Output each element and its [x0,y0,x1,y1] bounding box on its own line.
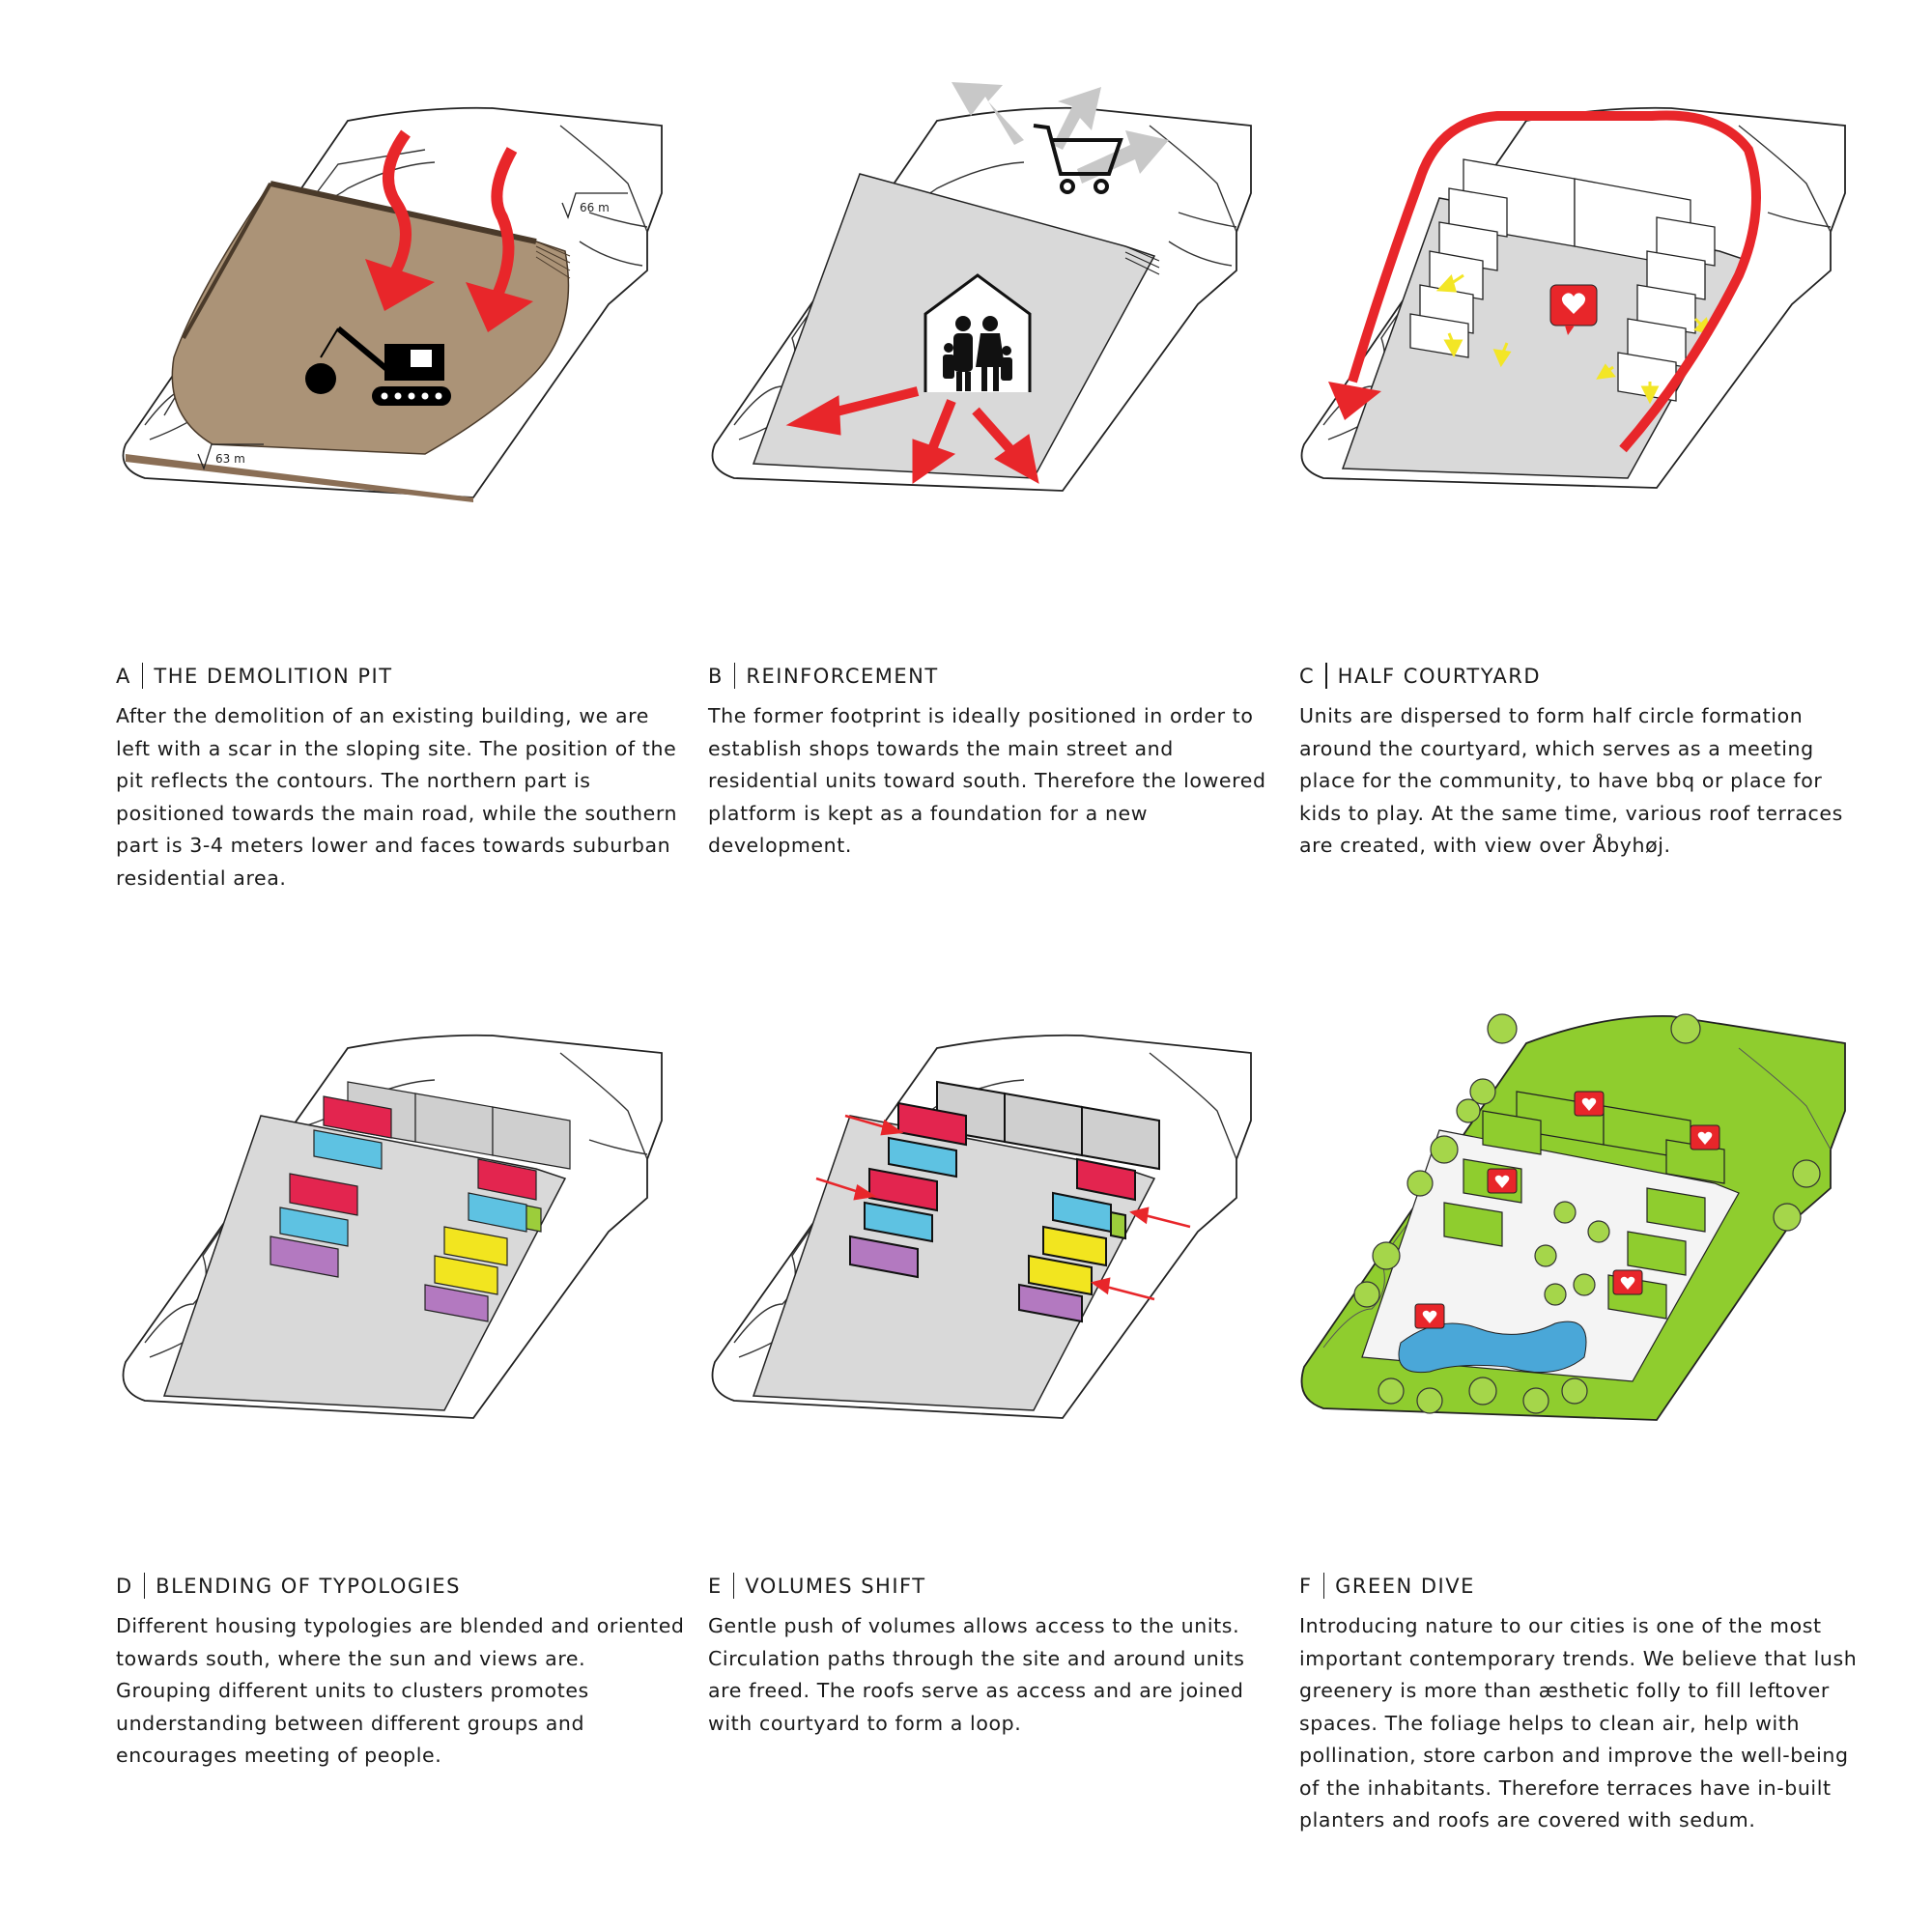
caption-heading: BLENDING OF TYPOLOGIES [156,1574,461,1598]
caption-body: Different housing typologies are blended and oriented towards south, where the sun and views are. Grouping different units to clusters promotes understanding between different groups and encourages meeting of people. [116,1614,685,1767]
caption-f [1299,1573,1869,1837]
caption-letter: B [708,664,724,688]
caption-title [1299,1573,1869,1599]
caption-body: After the demolition of an existing building, we are left with a scar in the sloping site. The position of the pit reflects the contours. The northern part is positioned towards the main road, while the southern part is 3-4 meters lower and faces towards suburban residential area. [116,704,678,890]
title-separator [734,663,736,689]
caption-body: Gentle push of volumes allows access to the units. Circulation paths through the site and around units are freed. The roofs serve as access and are joined with courtyard to form a loop. [708,1614,1245,1735]
caption-letter: E [708,1574,723,1598]
caption-heading: GREEN DIVE [1335,1574,1475,1598]
title-separator [1325,663,1327,689]
caption-title [116,1573,686,1599]
diagram-c [1285,92,1864,502]
caption-title [1299,663,1869,689]
caption-a [116,663,686,895]
caption-b [708,663,1278,863]
caption-letter: F [1299,1574,1313,1598]
caption-heading: THE DEMOLITION PIT [154,664,393,688]
caption-body: Introducing nature to our cities is one of the most important contemporary trends. We believe that lush greenery is more than æsthetic folly to fill leftover spaces. The foliage helps to clean air, help with pollination, store carbon and improve the well-being of the inhabitants. Therefore terraces have in-built planters and roofs are covered with sedum. [1299,1614,1858,1832]
caption-body: The former footprint is ideally positioned in order to establish shops towards the main street and residential units toward south. Therefore the lowered platform is kept as a foundation for a new development. [708,704,1266,857]
diagram-a [106,97,676,502]
title-separator [144,1573,146,1599]
caption-heading: HALF COURTYARD [1337,664,1542,688]
caption-letter: C [1299,664,1316,688]
caption-d [116,1573,686,1773]
title-separator [142,663,144,689]
caption-heading: REINFORCEMENT [746,664,939,688]
caption-title [116,663,686,689]
caption-heading: VOLUMES SHIFT [745,1574,926,1598]
caption-title [708,663,1278,689]
caption-title [708,1573,1278,1599]
caption-c [1299,663,1869,863]
caption-letter: A [116,664,131,688]
caption-letter: D [116,1574,133,1598]
caption-e [708,1573,1278,1740]
title-separator [733,1573,735,1599]
diagram-d [106,1024,676,1430]
diagram-f [1285,995,1864,1434]
diagram-b [696,77,1265,502]
title-separator [1323,1573,1325,1599]
svg-text:66 m: 66 m [580,201,610,214]
caption-body: Units are dispersed to form half circle formation around the courtyard, which serves as a meeting place for the community, to have bbq or place for kids to play. At the same time, various roof terraces are created, with view over Åbyhøj. [1299,704,1843,857]
svg-text:63 m: 63 m [215,452,245,466]
diagram-e [696,1024,1265,1430]
